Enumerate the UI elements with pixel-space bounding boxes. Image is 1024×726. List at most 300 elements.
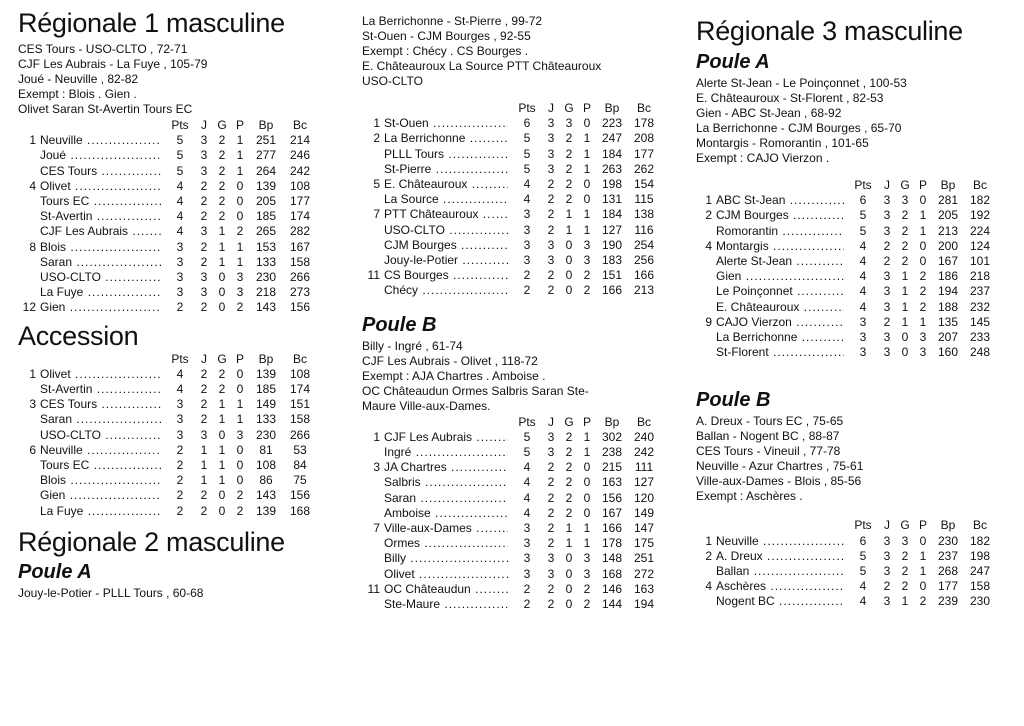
stat-cell: 0: [565, 551, 573, 566]
team-name: Tours EC .....: [40, 458, 161, 472]
team-name: La Fuye .....: [40, 285, 161, 299]
stat-cell: 2: [200, 382, 208, 397]
stat-cell: 115: [634, 192, 654, 207]
rank-cell: [362, 223, 384, 238]
stat-cell: 156: [289, 300, 311, 315]
standings-table: [18, 352, 317, 519]
stat-cell: 1: [218, 458, 226, 473]
stat-cell: 86: [259, 473, 273, 488]
result-line: Exempt : AJA Chartres . Amboise .: [362, 368, 546, 383]
stat-cell: 153: [255, 239, 277, 254]
table-row: [362, 162, 660, 177]
stat-cell: 2: [565, 177, 573, 192]
r1-standings: [18, 118, 343, 316]
team-name: Ste-Maure .....: [384, 597, 508, 611]
standings-header-row: [362, 101, 660, 116]
column-header: Bc: [292, 118, 307, 132]
stat-cell: 2: [523, 597, 531, 612]
table-row: [18, 367, 317, 382]
column-header: J: [548, 101, 554, 115]
stat-cell: 149: [633, 505, 655, 520]
stat-cell: 238: [601, 445, 623, 460]
rank-cell: [696, 345, 716, 360]
stat-cell: 5: [176, 133, 184, 148]
stat-cell: 145: [969, 314, 991, 329]
stat-cell: 2: [547, 490, 555, 505]
table-row: [362, 582, 660, 597]
rank-cell: [362, 475, 384, 490]
stat-cell: 3: [583, 237, 591, 252]
rank-cell: 1: [373, 116, 380, 131]
column-header: P: [235, 118, 244, 132]
stat-cell: 1: [919, 208, 927, 223]
stat-cell: 200: [937, 238, 959, 253]
stat-cell: 139: [255, 178, 277, 193]
stat-cell: 2: [547, 460, 555, 475]
column-header: G: [217, 351, 227, 366]
stat-cell: 3: [236, 270, 244, 285]
stat-cell: 272: [633, 566, 655, 581]
stat-cell: 1: [583, 207, 591, 222]
rank-cell: [362, 491, 384, 506]
stat-cell: 2: [523, 283, 531, 298]
stat-cell: 154: [633, 177, 655, 192]
table-row: [696, 564, 996, 579]
stat-cell: 167: [937, 254, 959, 269]
stat-cell: 188: [937, 299, 959, 314]
stat-cell: 3: [547, 429, 555, 444]
stat-cell: 1: [218, 239, 226, 254]
stat-cell: 3: [200, 148, 208, 163]
stat-cell: 230: [937, 533, 959, 548]
stat-cell: 4: [859, 238, 867, 253]
team-name: JA Chartres .....: [384, 460, 508, 474]
stat-cell: 0: [218, 270, 226, 285]
r1-results: [18, 42, 343, 117]
stat-cell: 2: [901, 564, 909, 579]
stat-cell: 2: [583, 283, 591, 298]
r2-poule-a-results-start: [18, 586, 343, 601]
stat-cell: 4: [859, 254, 867, 269]
stat-cell: 1: [218, 442, 226, 457]
stat-cell: 3: [547, 253, 555, 268]
stat-cell: 198: [601, 177, 623, 192]
stat-cell: 194: [937, 284, 959, 299]
standings-table: [362, 101, 660, 299]
stat-cell: 5: [859, 223, 867, 238]
stat-cell: 3: [200, 427, 208, 442]
stat-cell: 2: [218, 194, 226, 209]
rank-cell: [362, 192, 384, 207]
column-header: Pts: [854, 178, 872, 192]
table-row: [696, 300, 996, 315]
stat-cell: 2: [200, 366, 208, 381]
table-row: [696, 224, 996, 239]
stat-cell: 2: [547, 192, 555, 207]
stat-cell: 131: [601, 192, 623, 207]
stat-cell: 127: [633, 475, 655, 490]
stat-cell: 5: [523, 131, 531, 146]
stat-cell: 0: [583, 192, 591, 207]
stat-cell: 4: [859, 269, 867, 284]
team-name: PTT Châteauroux .....: [384, 207, 508, 221]
rank-cell: [18, 428, 40, 443]
rank-cell: [696, 269, 716, 284]
stat-cell: 1: [583, 536, 591, 551]
result-line: USO-CLTO: [362, 74, 423, 88]
stat-cell: 2: [200, 178, 208, 193]
stat-cell: 108: [255, 458, 277, 473]
column-2: [362, 0, 682, 612]
team-name: CJF Les Aubrais .....: [384, 430, 508, 444]
stat-cell: 4: [523, 475, 531, 490]
result-line: Gien - ABC St-Jean , 68-92: [696, 106, 842, 120]
rank-cell: [18, 382, 40, 397]
stat-cell: 264: [255, 163, 277, 178]
stat-cell: 3: [547, 566, 555, 581]
stat-cell: 2: [883, 314, 891, 329]
stat-cell: 2: [218, 209, 226, 224]
team-name: OC Châteaudun .....: [384, 582, 508, 596]
stat-cell: 2: [547, 222, 555, 237]
stat-cell: 3: [883, 193, 891, 208]
stat-cell: 135: [937, 314, 959, 329]
team-name: Ballan .....: [716, 564, 844, 578]
result-line: E. Châteauroux - St-Florent , 82-53: [696, 91, 884, 105]
stat-cell: 239: [937, 594, 959, 609]
rank-cell: [362, 147, 384, 162]
stat-cell: 3: [547, 161, 555, 176]
stat-cell: 2: [919, 299, 927, 314]
column-header: Bc: [292, 351, 307, 366]
stat-cell: 166: [633, 268, 655, 283]
stat-cell: 248: [969, 345, 991, 360]
stat-cell: 3: [547, 551, 555, 566]
stat-cell: 2: [883, 579, 891, 594]
stat-cell: 6: [859, 533, 867, 548]
team-name: Chécy .....: [384, 283, 508, 297]
stat-cell: 237: [969, 284, 991, 299]
table-row: [362, 475, 660, 490]
stat-cell: 3: [883, 548, 891, 563]
rank-cell: [18, 209, 40, 224]
stat-cell: 0: [565, 283, 573, 298]
stat-cell: 3: [176, 427, 184, 442]
stat-cell: 5: [523, 146, 531, 161]
result-line: Exempt : CAJO Vierzon .: [696, 151, 830, 165]
rank-cell: [696, 300, 716, 315]
table-row: [362, 207, 660, 222]
rank-cell: 4: [705, 238, 712, 253]
accession-standings: [18, 352, 343, 519]
stat-cell: 177: [937, 579, 959, 594]
table-row: [362, 253, 660, 268]
stat-cell: 2: [218, 366, 226, 381]
team-name: ABC St-Jean .....: [716, 193, 844, 207]
r3-poule-b-results: [696, 414, 1014, 504]
stat-cell: 0: [218, 488, 226, 503]
stat-cell: 2: [218, 163, 226, 178]
rank-cell: 2: [705, 548, 712, 563]
stat-cell: 0: [565, 237, 573, 252]
rank-cell: [18, 488, 40, 503]
rank-cell: [18, 148, 40, 163]
stat-cell: 5: [859, 548, 867, 563]
stat-cell: 2: [547, 475, 555, 490]
stat-cell: 3: [883, 284, 891, 299]
standings-table: [18, 118, 317, 316]
stat-cell: 178: [633, 116, 655, 131]
stat-cell: 3: [883, 345, 891, 360]
stat-cell: 0: [218, 285, 226, 300]
rank-cell: [362, 567, 384, 582]
team-name: Saran .....: [384, 491, 508, 505]
column-header: Bp: [604, 414, 620, 429]
column-header: Bc: [636, 101, 651, 115]
stat-cell: 2: [583, 268, 591, 283]
stat-cell: 2: [523, 581, 531, 596]
stat-cell: 163: [633, 581, 655, 596]
result-line: Jouy-le-Potier - PLLL Tours , 60-68: [18, 585, 204, 600]
table-row: [18, 412, 317, 427]
team-name: La Berrichonne .....: [384, 131, 508, 145]
r1-title: Régionale 1 masculine: [18, 8, 285, 38]
result-line: CJF Les Aubrais - La Fuye , 105-79: [18, 57, 208, 71]
stat-cell: 133: [255, 254, 277, 269]
stat-cell: 3: [176, 412, 184, 427]
team-name: Blois .....: [40, 473, 161, 487]
stat-cell: 0: [919, 193, 927, 208]
stat-cell: 144: [601, 597, 623, 612]
stat-cell: 166: [601, 521, 623, 536]
stat-cell: 277: [255, 148, 277, 163]
rank-cell: [696, 564, 716, 579]
result-line: CES Tours - Vineuil , 77-78: [696, 444, 841, 459]
stat-cell: 1: [236, 412, 244, 427]
rank-cell: 9: [705, 314, 712, 329]
stat-cell: 158: [289, 412, 311, 427]
stat-cell: 5: [176, 148, 184, 163]
column-header: G: [900, 518, 910, 533]
stat-cell: 2: [218, 133, 226, 148]
stat-cell: 3: [859, 314, 867, 329]
result-line: Maure Ville-aux-Dames.: [362, 398, 491, 413]
team-name: Gien .....: [40, 488, 161, 502]
stat-cell: 1: [565, 536, 573, 551]
standings-header-row: [696, 518, 996, 533]
stat-cell: 183: [601, 253, 623, 268]
team-name: E. Châteauroux .....: [716, 300, 844, 314]
team-name: E. Châteauroux .....: [384, 177, 508, 191]
column-header: J: [201, 351, 207, 366]
stat-cell: 213: [937, 223, 959, 238]
stat-cell: 2: [901, 238, 909, 253]
stat-cell: 233: [969, 330, 991, 345]
stat-cell: 184: [601, 207, 623, 222]
stat-cell: 168: [289, 503, 311, 518]
column-header: P: [918, 518, 927, 533]
stat-cell: 5: [523, 429, 531, 444]
rank-cell: [362, 283, 384, 298]
stat-cell: 2: [883, 254, 891, 269]
table-row: [362, 521, 660, 536]
column-header: Pts: [171, 118, 189, 132]
stat-cell: 3: [176, 239, 184, 254]
stat-cell: 2: [901, 208, 909, 223]
stat-cell: 4: [176, 382, 184, 397]
stat-cell: 127: [601, 222, 623, 237]
column-header: Bc: [972, 178, 987, 192]
rank-cell: [696, 330, 716, 345]
table-row: [696, 239, 996, 254]
stat-cell: 2: [523, 268, 531, 283]
table-row: [18, 428, 317, 443]
stat-cell: 0: [901, 330, 909, 345]
stat-cell: 4: [176, 366, 184, 381]
team-name: St-Ouen .....: [384, 116, 508, 130]
rank-cell: [362, 445, 384, 460]
team-name: CES Tours .....: [40, 164, 161, 178]
stat-cell: 1: [565, 521, 573, 536]
stat-cell: 3: [583, 253, 591, 268]
stat-cell: 0: [919, 238, 927, 253]
stat-cell: 177: [289, 194, 311, 209]
stat-cell: 0: [236, 194, 244, 209]
table-row: [362, 491, 660, 506]
stat-cell: 2: [218, 148, 226, 163]
stat-cell: 2: [565, 460, 573, 475]
stat-cell: 0: [901, 345, 909, 360]
r2-poule-a-results: [362, 14, 682, 89]
stat-cell: 3: [523, 222, 531, 237]
rank-cell: 3: [373, 460, 380, 475]
stat-cell: 2: [176, 442, 184, 457]
r2-poule-b-standings: [362, 415, 682, 613]
result-line: Exempt : Blois . Gien .: [18, 87, 137, 101]
stat-cell: 1: [236, 148, 244, 163]
team-name: Neuville .....: [40, 443, 161, 457]
team-name: USO-CLTO .....: [384, 223, 508, 237]
stat-cell: 111: [634, 460, 654, 475]
team-name: St-Florent .....: [716, 345, 844, 359]
stat-cell: 108: [289, 366, 311, 381]
stat-cell: 4: [523, 505, 531, 520]
column-header: P: [582, 101, 591, 115]
stat-cell: 177: [633, 146, 655, 161]
stat-cell: 2: [200, 488, 208, 503]
stat-cell: 3: [859, 345, 867, 360]
stat-cell: 1: [901, 269, 909, 284]
team-name: Blois .....: [40, 240, 161, 254]
stat-cell: 2: [200, 300, 208, 315]
stat-cell: 160: [937, 345, 959, 360]
column-header: Bp: [258, 351, 274, 366]
stat-cell: 251: [633, 551, 655, 566]
r2-poule-b-results: [362, 339, 682, 414]
stat-cell: 4: [859, 594, 867, 609]
stat-cell: 143: [255, 488, 277, 503]
stat-cell: 2: [200, 194, 208, 209]
stat-cell: 3: [547, 131, 555, 146]
stat-cell: 6: [859, 193, 867, 208]
table-row: [696, 254, 996, 269]
table-row: [696, 549, 996, 564]
stat-cell: 84: [293, 458, 307, 473]
stat-cell: 213: [633, 283, 655, 298]
stat-cell: 0: [919, 533, 927, 548]
stat-cell: 2: [547, 521, 555, 536]
table-row: [18, 240, 317, 255]
stat-cell: 0: [218, 503, 226, 518]
stat-cell: 3: [901, 193, 909, 208]
result-line: E. Châteauroux La Source PTT Châteauroux: [362, 59, 602, 73]
stat-cell: 174: [289, 209, 311, 224]
table-row: [18, 300, 317, 315]
column-header: J: [548, 414, 554, 429]
stat-cell: 3: [583, 566, 591, 581]
stat-cell: 168: [601, 566, 623, 581]
stat-cell: 3: [523, 253, 531, 268]
stat-cell: 2: [200, 503, 208, 518]
rank-cell: [18, 504, 40, 519]
stat-cell: 192: [969, 208, 991, 223]
stat-cell: 166: [601, 283, 623, 298]
stat-cell: 230: [969, 594, 991, 609]
stat-cell: 147: [633, 521, 655, 536]
r3-poule-b-standings: [696, 518, 1014, 609]
stat-cell: 3: [859, 330, 867, 345]
team-name: Ingré .....: [384, 445, 508, 459]
stat-cell: 2: [919, 269, 927, 284]
stat-cell: 1: [236, 254, 244, 269]
stat-cell: 2: [236, 300, 244, 315]
table-row: [696, 594, 996, 609]
stat-cell: 3: [523, 566, 531, 581]
stat-cell: 2: [901, 579, 909, 594]
team-name: Aschères .....: [716, 579, 844, 593]
stat-cell: 1: [919, 548, 927, 563]
table-row: [18, 255, 317, 270]
stat-cell: 148: [601, 551, 623, 566]
stat-cell: 3: [883, 594, 891, 609]
stat-cell: 2: [176, 458, 184, 473]
stat-cell: 139: [255, 503, 277, 518]
stat-cell: 4: [859, 579, 867, 594]
stat-cell: 1: [218, 412, 226, 427]
stat-cell: 3: [919, 330, 927, 345]
r3-poule-a-heading: Poule A: [696, 51, 770, 73]
rank-cell: 1: [29, 133, 36, 148]
stat-cell: 0: [236, 473, 244, 488]
team-name: CJM Bourges .....: [716, 208, 844, 222]
team-name: Billy .....: [384, 551, 508, 565]
stat-cell: 2: [547, 268, 555, 283]
stat-cell: 174: [289, 382, 311, 397]
stat-cell: 266: [289, 427, 311, 442]
rank-cell: [18, 473, 40, 488]
stat-cell: 3: [883, 208, 891, 223]
rank-cell: [696, 254, 716, 269]
table-row: [362, 116, 660, 131]
stat-cell: 247: [969, 564, 991, 579]
stat-cell: 2: [236, 503, 244, 518]
column-header: Bp: [940, 178, 956, 192]
stat-cell: 184: [601, 146, 623, 161]
standings-table: [362, 415, 660, 613]
stat-cell: 151: [289, 397, 311, 412]
stat-cell: 2: [200, 412, 208, 427]
stat-cell: 246: [289, 148, 311, 163]
